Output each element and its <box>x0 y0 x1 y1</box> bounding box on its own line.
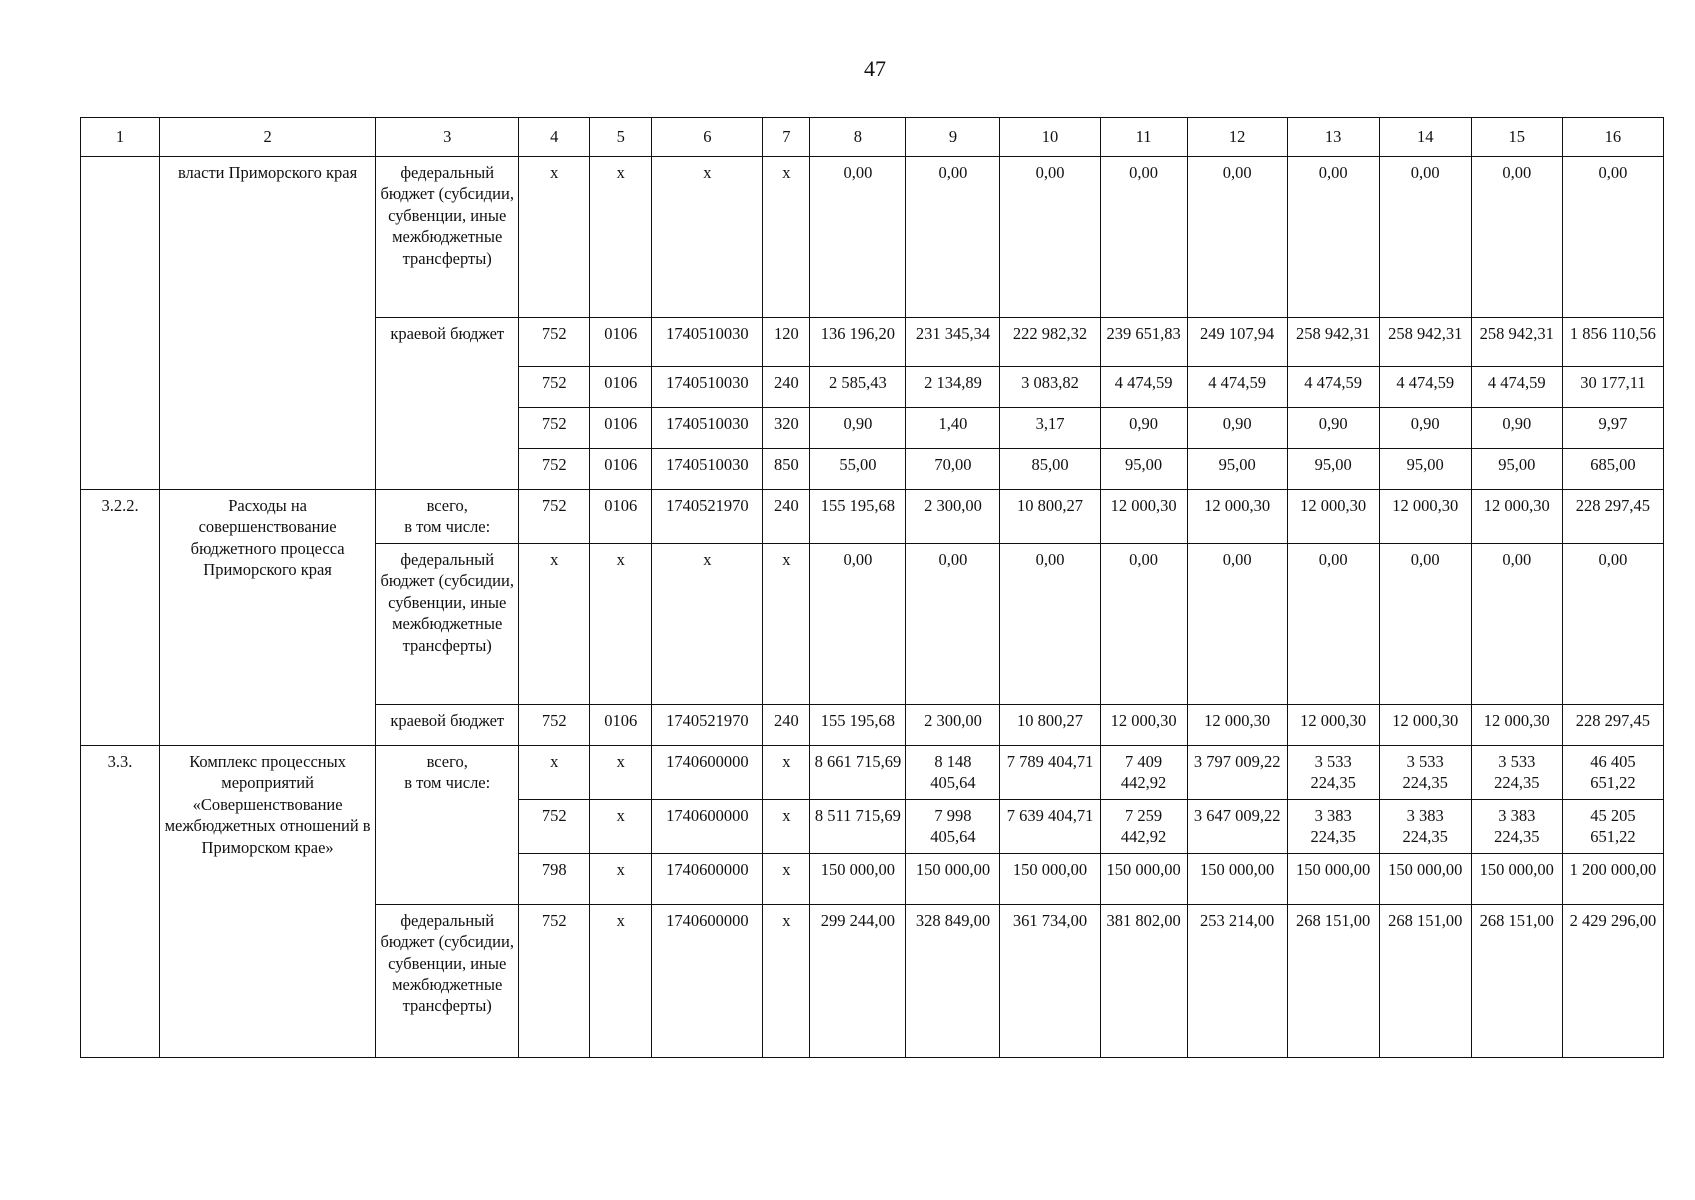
table-cell: 0,00 <box>1562 543 1663 704</box>
table-cell: 0,00 <box>1187 543 1287 704</box>
table-cell: 258 942,31 <box>1471 318 1562 367</box>
table-cell: 8 148 405,64 <box>906 745 1000 799</box>
table-cell: 1,40 <box>906 408 1000 449</box>
table-cell: x <box>763 853 810 904</box>
header-cell: 13 <box>1287 118 1379 157</box>
funding-source: всего, в том числе: <box>376 745 519 904</box>
table-cell: 55,00 <box>810 449 906 490</box>
table-cell: x <box>590 904 652 1057</box>
table-cell: 320 <box>763 408 810 449</box>
table-cell: 136 196,20 <box>810 318 906 367</box>
table-cell: 3 383 224,35 <box>1287 799 1379 853</box>
table-cell: 3 647 009,22 <box>1187 799 1287 853</box>
measure-name: Расходы на совершенствование бюджетного процесса Приморского края <box>160 490 376 746</box>
table-cell: 3 533 224,35 <box>1471 745 1562 799</box>
table-cell: 3 533 224,35 <box>1287 745 1379 799</box>
table-cell: 361 734,00 <box>1000 904 1100 1057</box>
table-cell: 258 942,31 <box>1379 318 1471 367</box>
table-cell: 752 <box>519 449 590 490</box>
funding-source: федеральный бюджет (субсидии, субвенции, иные межбюджетные трансферты) <box>376 543 519 704</box>
table-cell: 239 651,83 <box>1100 318 1187 367</box>
table-cell: 0,90 <box>1287 408 1379 449</box>
table-cell: 0106 <box>590 490 652 544</box>
table-cell: 7 259 442,92 <box>1100 799 1187 853</box>
header-row <box>81 118 1664 157</box>
table-cell: 1740510030 <box>652 408 763 449</box>
table-cell: 150 000,00 <box>1379 853 1471 904</box>
header-cell: 11 <box>1100 118 1187 157</box>
table-cell: 150 000,00 <box>810 853 906 904</box>
table-cell: 1740510030 <box>652 449 763 490</box>
table-cell: 155 195,68 <box>810 704 906 745</box>
header-cell: 8 <box>810 118 906 157</box>
table-cell: 4 474,59 <box>1100 367 1187 408</box>
table-cell: 0,00 <box>1379 157 1471 318</box>
table-cell: 752 <box>519 490 590 544</box>
table-cell: 0106 <box>590 318 652 367</box>
table-cell: 4 474,59 <box>1187 367 1287 408</box>
table-cell: 120 <box>763 318 810 367</box>
table-cell: 10 800,27 <box>1000 704 1100 745</box>
header-cell: 10 <box>1000 118 1100 157</box>
header-cell: 6 <box>652 118 763 157</box>
table-cell: x <box>590 853 652 904</box>
table-cell: 268 151,00 <box>1287 904 1379 1057</box>
table-cell: 30 177,11 <box>1562 367 1663 408</box>
table-cell: 150 000,00 <box>1000 853 1100 904</box>
table-cell: 85,00 <box>1000 449 1100 490</box>
table-cell: 1740600000 <box>652 745 763 799</box>
funding-source: федеральный бюджет (субсидии, субвенции, иные межбюджетные трансферты) <box>376 157 519 318</box>
table-cell: 328 849,00 <box>906 904 1000 1057</box>
header-cell: 1 <box>81 118 160 157</box>
table-cell: 685,00 <box>1562 449 1663 490</box>
table-cell: x <box>763 543 810 704</box>
table-cell: 1740510030 <box>652 367 763 408</box>
table-cell: 1740521970 <box>652 490 763 544</box>
measure-name: власти Приморского края <box>160 157 376 490</box>
table-cell: 798 <box>519 853 590 904</box>
table-cell: 0,00 <box>1379 543 1471 704</box>
budget-table <box>80 117 1664 1058</box>
table-cell: 10 800,27 <box>1000 490 1100 544</box>
table-cell: 46 405 651,22 <box>1562 745 1663 799</box>
table-cell: x <box>519 745 590 799</box>
table-cell: 0106 <box>590 408 652 449</box>
table-cell: 95,00 <box>1187 449 1287 490</box>
table-cell: 0106 <box>590 367 652 408</box>
table-cell: 12 000,30 <box>1471 704 1562 745</box>
header-cell: 16 <box>1562 118 1663 157</box>
table-cell: 0,00 <box>1187 157 1287 318</box>
table-cell: 12 000,30 <box>1379 704 1471 745</box>
table-cell: 0,00 <box>906 543 1000 704</box>
table-cell: 3 083,82 <box>1000 367 1100 408</box>
table-cell: 752 <box>519 408 590 449</box>
table-cell: 12 000,30 <box>1287 490 1379 544</box>
table-cell: 0,00 <box>906 157 1000 318</box>
row-number: 3.3. <box>81 745 160 1057</box>
table-cell: 0,90 <box>1379 408 1471 449</box>
table-cell: 0106 <box>590 449 652 490</box>
table-cell: 2 300,00 <box>906 490 1000 544</box>
table-cell: 268 151,00 <box>1379 904 1471 1057</box>
table-cell: 268 151,00 <box>1471 904 1562 1057</box>
table-cell: 0,90 <box>810 408 906 449</box>
table-cell: 1740521970 <box>652 704 763 745</box>
table-cell: 7 998 405,64 <box>906 799 1000 853</box>
table-cell: 45 205 651,22 <box>1562 799 1663 853</box>
funding-source: федеральный бюджет (субсидии, субвенции, иные межбюджетные трансферты) <box>376 904 519 1057</box>
table-cell: 150 000,00 <box>1100 853 1187 904</box>
table-cell: 1740510030 <box>652 318 763 367</box>
table-cell: 1740600000 <box>652 799 763 853</box>
table-cell: x <box>519 543 590 704</box>
header-cell: 5 <box>590 118 652 157</box>
table-cell: 1 200 000,00 <box>1562 853 1663 904</box>
table-cell: 1740600000 <box>652 904 763 1057</box>
row-number <box>81 157 160 490</box>
table-cell: 4 474,59 <box>1379 367 1471 408</box>
page-number: 47 <box>864 56 886 81</box>
table-cell: 1740600000 <box>652 853 763 904</box>
table-cell: x <box>763 157 810 318</box>
table-cell: 228 297,45 <box>1562 704 1663 745</box>
table-cell: 0,00 <box>1471 543 1562 704</box>
table-cell: 3 383 224,35 <box>1471 799 1562 853</box>
table-cell: 9,97 <box>1562 408 1663 449</box>
table-cell: 850 <box>763 449 810 490</box>
table-cell: 2 300,00 <box>906 704 1000 745</box>
header-cell: 14 <box>1379 118 1471 157</box>
table-cell: 4 474,59 <box>1471 367 1562 408</box>
table-row <box>81 490 1664 544</box>
table-cell: 8 661 715,69 <box>810 745 906 799</box>
table-cell: x <box>763 745 810 799</box>
table-cell: 222 982,32 <box>1000 318 1100 367</box>
table-cell: 2 134,89 <box>906 367 1000 408</box>
table-cell: 752 <box>519 799 590 853</box>
table-cell: 1 856 110,56 <box>1562 318 1663 367</box>
table-cell: 12 000,30 <box>1471 490 1562 544</box>
table-cell: 12 000,30 <box>1187 704 1287 745</box>
table-cell: 150 000,00 <box>1287 853 1379 904</box>
table-cell: 155 195,68 <box>810 490 906 544</box>
table-cell: 0,90 <box>1471 408 1562 449</box>
table-cell: 95,00 <box>1100 449 1187 490</box>
header-cell: 4 <box>519 118 590 157</box>
table-cell: 0,00 <box>1287 157 1379 318</box>
table-cell: 2 429 296,00 <box>1562 904 1663 1057</box>
table-cell: 8 511 715,69 <box>810 799 906 853</box>
measure-name: Комплекс процессных мероприятий «Совершенствование межбюджетных отношений в Приморском крае» <box>160 745 376 1057</box>
table-cell: 0,00 <box>1100 543 1187 704</box>
table-row <box>81 745 1664 799</box>
table-cell: x <box>590 157 652 318</box>
table-cell: 240 <box>763 490 810 544</box>
table-cell: x <box>652 157 763 318</box>
table-cell: 0,00 <box>810 543 906 704</box>
table-cell: x <box>763 799 810 853</box>
table-cell: 7 409 442,92 <box>1100 745 1187 799</box>
table-cell: 4 474,59 <box>1287 367 1379 408</box>
table-cell: 7 639 404,71 <box>1000 799 1100 853</box>
table-cell: 752 <box>519 904 590 1057</box>
table-cell: 95,00 <box>1379 449 1471 490</box>
table-cell: 95,00 <box>1471 449 1562 490</box>
table-cell: 752 <box>519 367 590 408</box>
table-cell: x <box>763 904 810 1057</box>
table-cell: 0,00 <box>1000 157 1100 318</box>
table-cell: 258 942,31 <box>1287 318 1379 367</box>
table-cell: x <box>590 543 652 704</box>
table-row <box>81 157 1664 318</box>
table-cell: 3 383 224,35 <box>1379 799 1471 853</box>
table-cell: 752 <box>519 318 590 367</box>
table-cell: 228 297,45 <box>1562 490 1663 544</box>
table-cell: 381 802,00 <box>1100 904 1187 1057</box>
table-cell: 3 533 224,35 <box>1379 745 1471 799</box>
table-cell: 7 789 404,71 <box>1000 745 1100 799</box>
table-cell: 12 000,30 <box>1100 704 1187 745</box>
table-cell: x <box>590 745 652 799</box>
table-cell: 231 345,34 <box>906 318 1000 367</box>
funding-source: всего, в том числе: <box>376 490 519 544</box>
table-cell: x <box>590 799 652 853</box>
table-cell: 0,00 <box>810 157 906 318</box>
table-cell: x <box>652 543 763 704</box>
table-cell: 3,17 <box>1000 408 1100 449</box>
table-cell: 0,00 <box>1562 157 1663 318</box>
table-cell: 12 000,30 <box>1187 490 1287 544</box>
header-cell: 7 <box>763 118 810 157</box>
table-cell: 299 244,00 <box>810 904 906 1057</box>
table-cell: 0,90 <box>1100 408 1187 449</box>
funding-source: краевой бюджет <box>376 704 519 745</box>
table-cell: 0,00 <box>1000 543 1100 704</box>
table-cell: 95,00 <box>1287 449 1379 490</box>
table-cell: 3 797 009,22 <box>1187 745 1287 799</box>
table-cell: 249 107,94 <box>1187 318 1287 367</box>
table-cell: 0,00 <box>1287 543 1379 704</box>
row-number: 3.2.2. <box>81 490 160 746</box>
table-cell: 0106 <box>590 704 652 745</box>
table-cell: 0,00 <box>1100 157 1187 318</box>
table-cell: 150 000,00 <box>1187 853 1287 904</box>
table-cell: 240 <box>763 704 810 745</box>
table-cell: 12 000,30 <box>1287 704 1379 745</box>
header-cell: 9 <box>906 118 1000 157</box>
table-cell: 752 <box>519 704 590 745</box>
table-cell: 70,00 <box>906 449 1000 490</box>
header-cell: 12 <box>1187 118 1287 157</box>
table-cell: 253 214,00 <box>1187 904 1287 1057</box>
funding-source: краевой бюджет <box>376 318 519 490</box>
table-cell: 150 000,00 <box>1471 853 1562 904</box>
table-cell: 0,90 <box>1187 408 1287 449</box>
table-cell: 12 000,30 <box>1100 490 1187 544</box>
table-cell: 150 000,00 <box>906 853 1000 904</box>
table-cell: x <box>519 157 590 318</box>
header-cell: 3 <box>376 118 519 157</box>
table-cell: 2 585,43 <box>810 367 906 408</box>
header-cell: 15 <box>1471 118 1562 157</box>
table-cell: 0,00 <box>1471 157 1562 318</box>
table-cell: 12 000,30 <box>1379 490 1471 544</box>
table-cell: 240 <box>763 367 810 408</box>
header-cell: 2 <box>160 118 376 157</box>
